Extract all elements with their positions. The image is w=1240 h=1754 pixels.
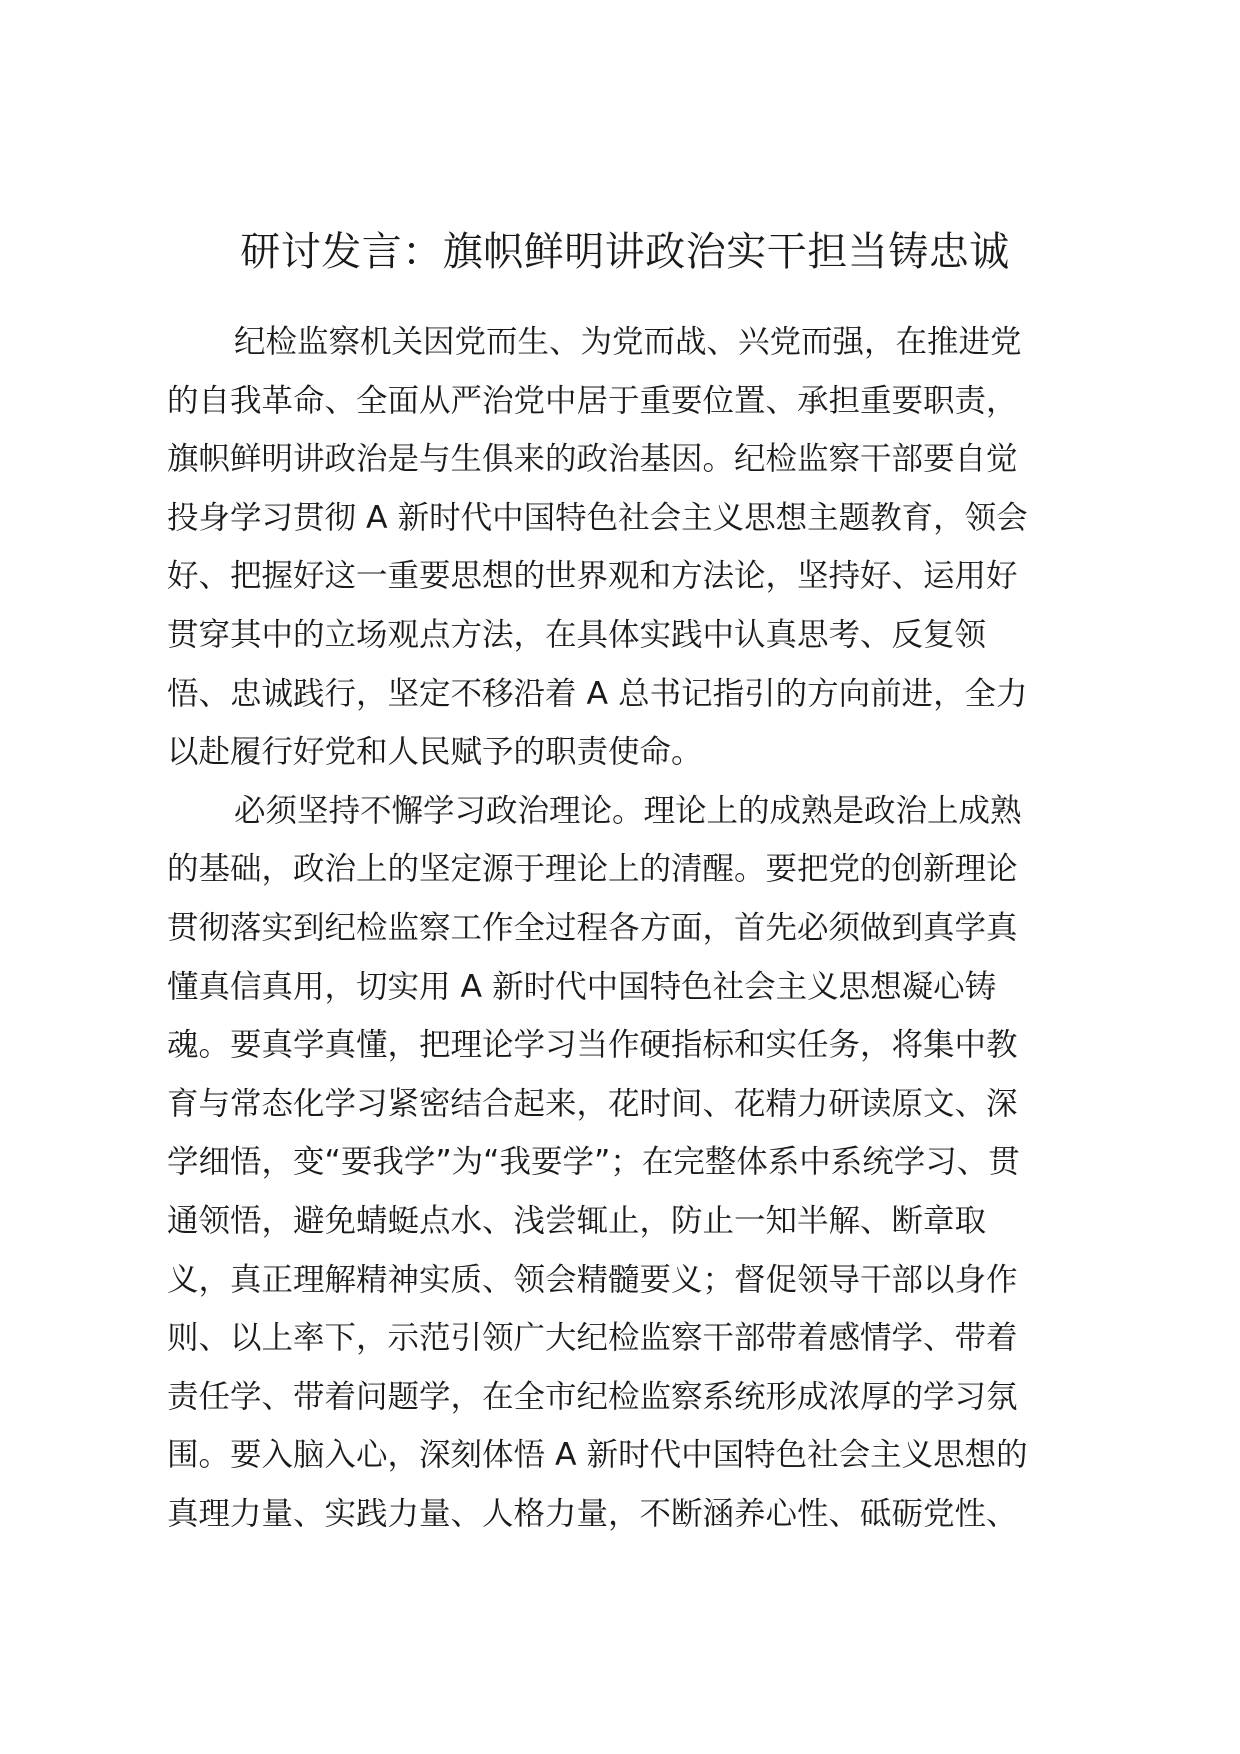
paragraph-line: 学细悟，变“要我学”为“我要学”；在完整体系中系统学习、贯 <box>167 1144 1020 1181</box>
paragraph-line: 则、以上率下，示范引领广大纪检监察干部带着感情学、带着 <box>167 1320 1018 1357</box>
paragraph-line: 通领悟，避免蜻蜓点水、浅尝辄止，防止一知半解、断章取 <box>167 1202 987 1239</box>
paragraph-line: 围。要入脑入心，深刻体悟 A 新时代中国特色社会主义思想的 <box>167 1437 1028 1474</box>
paragraph-line: 义，真正理解精神实质、领会精髓要义；督促领导干部以身作 <box>167 1261 1018 1298</box>
paragraph-line: 的基础，政治上的坚定源于理论上的清醒。要把党的创新理论 <box>167 851 1018 888</box>
paragraph-line: 的自我革命、全面从严治党中居于重要位置、承担重要职责， <box>167 382 1018 419</box>
paragraph-line: 旗帜鲜明讲政治是与生俱来的政治基因。纪检监察干部要自觉 <box>167 441 1018 478</box>
paragraph-line: 好、把握好这一重要思想的世界观和方法论，坚持好、运用好 <box>167 558 1018 595</box>
paragraph-line: 真理力量、实践力量、人格力量，不断涵养心性、砥砺党性、 <box>167 1495 1018 1532</box>
paragraph-line: 责任学、带着问题学，在全市纪检监察系统形成浓厚的学习氛 <box>167 1378 1018 1415</box>
paragraph-line: 纪检监察机关因党而生、为党而战、兴党而强，在推进党 <box>234 324 1022 360</box>
paragraph-line: 投身学习贯彻 A 新时代中国特色社会主义思想主题教育，领会 <box>167 499 1028 536</box>
paragraph-line: 贯彻落实到纪检监察工作全过程各方面，首先必须做到真学真 <box>167 909 1018 946</box>
paragraph-1 <box>167 313 1087 782</box>
paragraph-line: 以赴履行好党和人民赋予的职责使命。 <box>167 734 703 771</box>
paragraph-line: 育与常态化学习紧密结合起来，花时间、花精力研读原文、深 <box>167 1085 1018 1122</box>
paragraph-line: 懂真信真用，切实用 A 新时代中国特色社会主义思想凝心铸 <box>167 968 997 1005</box>
paragraph-2 <box>167 782 1087 1544</box>
paragraph-line: 贯穿其中的立场观点方法，在具体实践中认真思考、反复领 <box>167 616 987 653</box>
paragraph-line: 魂。要真学真懂，把理论学习当作硬指标和实任务，将集中教 <box>167 1027 1018 1064</box>
document-body <box>167 313 1087 1543</box>
paragraph-line: 悟、忠诚践行，坚定不移沿着 A 总书记指引的方向前进，全力 <box>167 675 1028 712</box>
document-title: 研讨发言：旗帜鲜明讲政治实干担当铸忠诚 <box>240 229 1010 275</box>
paragraph-line: 必须坚持不懈学习政治理论。理论上的成熟是政治上成熟 <box>234 792 1022 829</box>
